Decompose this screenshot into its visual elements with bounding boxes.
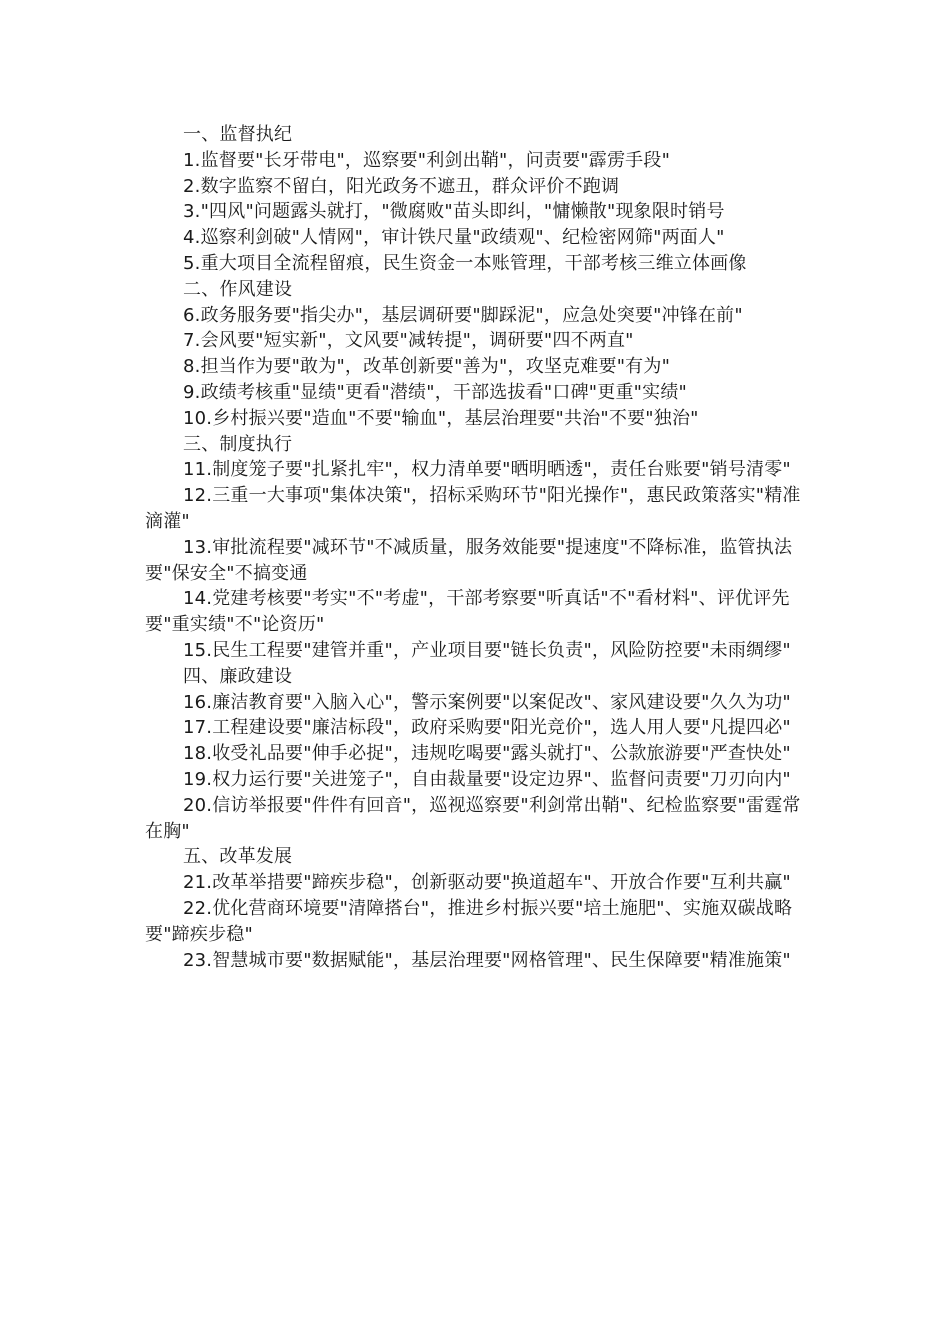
list-item: 15.民生工程要"建管并重"，产业项目要"链长负责"，风险防控要"未雨绸缪" [183,639,791,661]
list-item: 14.党建考核要"考实"不"考虚"，干部考察要"听真话"不"看材料"、评优评先要"重实绩"不"论资历" [145,588,790,636]
list-item: 6.政务服务要"指尖办"，基层调研要"脚踩泥"，应急处突要"冲锋在前" [183,304,743,326]
section-heading: 四、廉政建设 [183,665,293,687]
list-item: 17.工程建设要"廉洁标段"，政府采购要"阳光竞价"，选人用人要"凡提四必" [183,717,791,739]
list-item: 21.改革举措要"蹄疾步稳"，创新驱动要"换道超车"、开放合作要"互利共赢" [183,872,791,894]
list-item: 13.审批流程要"减环节"不减质量，服务效能要"提速度"不降标准，监管执法要"保安全"不搞变通 [145,536,793,584]
document-body [145,122,809,973]
list-item: 2.数字监察不留白，阳光政务不遮丑，群众评价不跑调 [183,175,620,197]
list-item: 16.廉洁教育要"入脑入心"，警示案例要"以案促改"、家风建设要"久久为功" [183,691,791,713]
list-item: 22.优化营商环境要"清障搭台"，推进乡村振兴要"培土施肥"、实施双碳战略要"蹄疾步稳" [145,897,793,945]
list-item: 4.巡察利剑破"人情网"，审计铁尺量"政绩观"、纪检密网筛"两面人" [183,227,725,249]
list-item: 9.政绩考核重"显绩"更看"潜绩"，干部选拔看"口碑"更重"实绩" [183,381,688,403]
list-item: 18.收受礼品要"伸手必捉"，违规吃喝要"露头就打"、公款旅游要"严查快处" [183,743,791,765]
section-heading: 一、监督执纪 [183,124,293,145]
section-heading: 三、制度执行 [183,433,293,455]
list-item: 10.乡村振兴要"造血"不要"输血"，基层治理要"共治"不要"独治" [183,407,699,429]
list-item: 23.智慧城市要"数据赋能"，基层治理要"网格管理"、民生保障要"精准施策" [183,949,791,971]
list-item: 11.制度笼子要"扎紧扎牢"，权力清单要"晒明晒透"，责任台账要"销号清零" [183,459,791,481]
list-item: 8.担当作为要"敢为"，改革创新要"善为"，攻坚克难要"有为" [183,356,671,378]
list-item: 19.权力运行要"关进笼子"，自由裁量要"设定边界"、监督问责要"刀刃向内" [183,768,791,790]
list-item: 20.信访举报要"件件有回音"，巡视巡察要"利剑常出鞘"、纪检监察要"雷霆常在胸" [145,794,801,842]
section-heading: 二、作风建设 [183,278,293,300]
list-item: 7.会风要"短实新"，文风要"减转提"，调研要"四不两直" [183,330,634,352]
list-item: 3."四风"问题露头就打，"微腐败"苗头即纠，"慵懒散"现象限时销号 [183,201,725,223]
section-heading: 五、改革发展 [183,846,293,868]
list-item: 12.三重一大事项"集体决策"，招标采购环节"阳光操作"，惠民政策落实"精准滴灌" [145,485,801,532]
list-item: 1.监督要"长牙带电"，巡察要"利剑出鞘"，问责要"霹雳手段" [183,149,671,171]
list-item: 5.重大项目全流程留痕，民生资金一本账管理，干部考核三维立体画像 [183,252,747,274]
